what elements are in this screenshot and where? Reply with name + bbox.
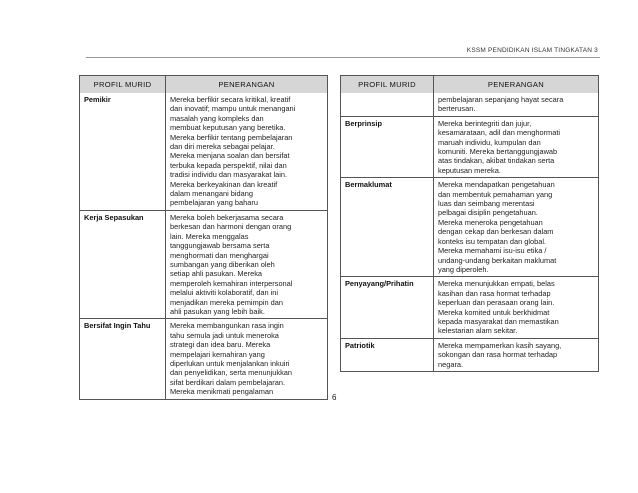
- column-header-penerangan: PENERANGAN: [434, 76, 599, 94]
- profile-description: Mereka berintegriti dan jujur, kesamarataan, adil dan menghormati maruah individu, kumpulan dan komuniti. Mereka bertanggungjawab atas tindakan, akibat tindakan serta keputusan mereka.: [434, 116, 599, 177]
- page-number: 6: [332, 393, 337, 402]
- column-header-profil: PROFIL MURID: [341, 76, 434, 94]
- profile-description: Mereka mendapatkan pengetahuan dan membentuk pemahaman yang luas dan seimbang merentasi pelbagai disiplin pengetahuan. Mereka meneroka pengetahuan dengan cekap dan berkesan dalam konteks isu tempatan dan global. Mereka memahami isu-isu etika / undang-undang berkaitan maklumat yang diperoleh.: [434, 178, 599, 277]
- profile-name: Kerja Sepasukan: [80, 210, 166, 318]
- profile-description: Mereka mempamerkan kasih sayang, sokongan dan rasa hormat terhadap negara.: [434, 338, 599, 371]
- column-header-penerangan: PENERANGAN: [166, 76, 328, 94]
- profile-description: Mereka berfikir secara kritikal, kreatif dan inovatif; mampu untuk menangani masalah yang kompleks dan membuat keputusan yang beretika. Mereka berfikir tentang pembelajaran dan diri mereka sebagai pelajar. Mereka menjana soalan dan bersifat terbuka kepada perspektif, nilai dan tradisi individu dan masyarakat lain. Mereka berkeyakinan dan kreatif dalam menangani bidang pembelajaran yang baharu: [166, 93, 328, 210]
- right-profile-table: [340, 75, 599, 372]
- profile-name: Patriotik: [341, 338, 434, 371]
- profile-description-continued: pembelajaran sepanjang hayat secara berterusan.: [434, 93, 599, 116]
- profile-name: Penyayang/Prihatin: [341, 277, 434, 338]
- profile-name: Pemikir: [80, 93, 166, 210]
- left-profile-table: [79, 75, 328, 400]
- profile-description: Mereka boleh bekerjasama secara berkesan dan harmoni dengan orang lain. Mereka menggalas tanggungjawab bersama serta menghormati dan menghargai sumbangan yang diberikan oleh setiap ahli pasukan. Mereka memperoleh kemahiran interpersonal melalui aktiviti kolaboratif, dan ini menjadikan mereka pemimpin dan ahli pasukan yang lebih baik.: [166, 210, 328, 318]
- column-header-profil: PROFIL MURID: [80, 76, 166, 94]
- profile-name: Bersifat Ingin Tahu: [80, 319, 166, 399]
- profile-name-empty: [341, 93, 434, 116]
- profile-name: Berprinsip: [341, 116, 434, 177]
- profile-name: Bermaklumat: [341, 178, 434, 277]
- profile-description: Mereka menunjukkan empati, belas kasihan dan rasa hormat terhadap keperluan dan perasaan orang lain. Mereka komited untuk berkhidmat kepada masyarakat dan memastikan kelestarian alam sekitar.: [434, 277, 599, 338]
- profile-description: Mereka membangunkan rasa ingin tahu semula jadi untuk meneroka strategi dan idea baru. Mereka mempelajari kemahiran yang diperlukan untuk menjalankan inkuiri dan penyelidikan, serta menunjukkan sifat berdikari dalam pembelajaran. Mereka menikmati pengalaman: [166, 319, 328, 399]
- header-rule: [86, 57, 600, 58]
- page-header: KSSM PENDIDIKAN ISLAM TINGKATAN 3: [466, 47, 598, 54]
